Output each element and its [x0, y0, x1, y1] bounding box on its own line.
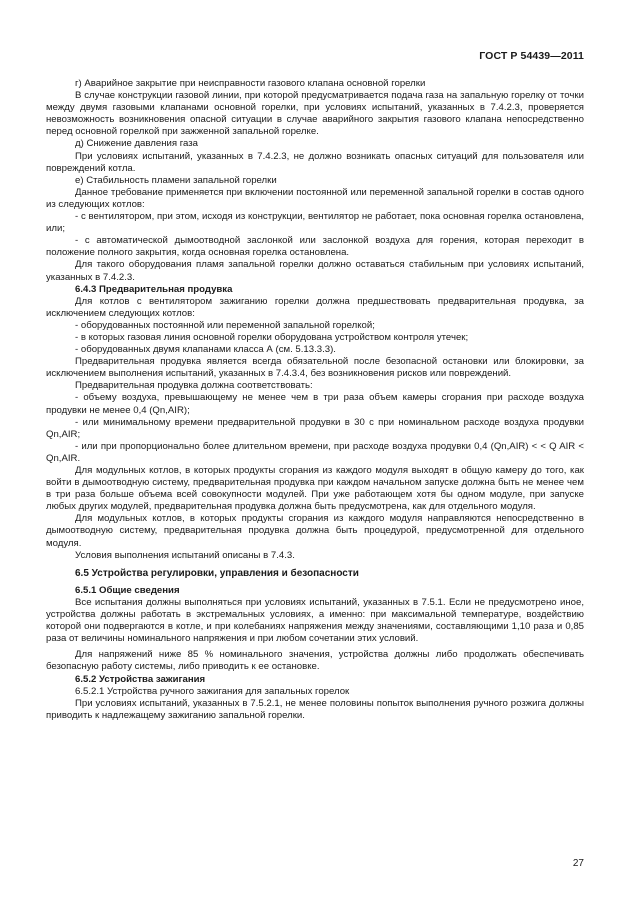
paragraph: - с автоматической дымоотводной заслонкой или заслонкой воздуха для горения, которая переходит в положение полного закрытия, когда основная горелка остановлена.	[46, 235, 584, 259]
paragraph: - объему воздуха, превышающему не менее чем в три раза объем камеры сгорания при расходе воздуха продувки не менее 0,4 (Qn,AIR);	[46, 392, 584, 416]
subsection-heading: 6.5.2 Устройства зажигания	[75, 673, 206, 685]
paragraph: Все испытания должны выполняться при условиях испытаний, указанных в 7.5.1. Если не предусмотрено иное, устройства должны работать в экстремальных условиях, а именно: при максимальной температуре, воздействию которой они подвергаются в котле, и при колебаниях напряжения между значениями, составляющими 1,10 раза и 0,85 раза от величины номинального напряжения и при любом сочетании этих условий.	[46, 596, 584, 645]
paragraph: Для напряжений ниже 85 % номинального значения, устройства должны либо продолжать обеспечивать безопасную работу системы, либо приводить к ее остановке.	[46, 649, 584, 673]
paragraph: Данное требование применяется при включении постоянной или переменной запальной горелки в состав одного из следующих котлов:	[46, 186, 584, 210]
paragraph: е) Стабильность пламени запальной горелки	[75, 174, 277, 186]
paragraph: Для модульных котлов, в которых продукты сгорания из каждого модуля выходят в общую камеру до того, как войти в дымоотводную систему, предварительная продувка при каждом начальном запуске должна быть не менее чем в три раза больше объема всей совокупности модулей. При уже работающем хотя бы одном модуле, при запуске любых других модулей, предварительная продувка должна быть предусмотрена, как для отдельного модуля.	[46, 465, 584, 513]
paragraph: г) Аварийное закрытие при неисправности газового клапана основной горелки	[75, 78, 426, 89]
subsection-heading: 6.4.3 Предварительная продувка	[75, 283, 233, 295]
document-body	[46, 78, 584, 722]
document-code: ГОСТ Р 54439—2011	[479, 50, 584, 62]
paragraph: При условиях испытаний, указанных в 7.5.2.1, не менее половины попыток выполнения ручного розжига должны приводить к надлежащему зажиганию запальной горелки.	[46, 697, 584, 721]
paragraph: В случае конструкции газовой линии, при которой предусматривается подача газа на запальную горелку от точки между двумя газовыми клапанами основной горелки, при условиях испытаний, указанных в 7.4.2.3, проверяется невозможность возникновения опасной ситуации в случае аварийного закрытия газового клапана непосредственно перед основной горелкой при зажженной запальной горелке.	[46, 90, 584, 138]
paragraph: Для модульных котлов, в которых продукты сгорания из каждого модуля направляются непосредственно в дымоотводную систему, предварительная продувка должна быть процедурой, предусмотренной для отдельного модуля.	[46, 513, 584, 549]
paragraph: - или при пропорционально более длительном времени, при расходе воздуха продувки 0,4 (Qn,AIR) < < Q AIR < Qn,AIR.	[46, 440, 584, 464]
paragraph: - оборудованных постоянной или переменной запальной горелкой;	[75, 319, 375, 331]
paragraph: - или минимальному времени предварительной продувки в 30 с при номинальном расходе воздуха продувки Qn,AIR;	[46, 416, 584, 440]
paragraph: Для котлов с вентилятором зажиганию горелки должна предшествовать предварительная продувка, за исключением следующих котлов:	[46, 295, 584, 319]
page-number: 27	[572, 858, 584, 869]
subsection-heading: 6.5.1 Общие сведения	[75, 584, 180, 596]
paragraph: - оборудованных двумя клапанами класса А (см. 5.13.3.3).	[75, 344, 336, 356]
paragraph: Предварительная продувка должна соответствовать:	[75, 380, 313, 392]
paragraph: Условия выполнения испытаний описаны в 7.4.3.	[75, 549, 295, 561]
paragraph: При условиях испытаний, указанных в 7.4.2.3, не должно возникать опасных ситуаций для пользователя или повреждений котла.	[46, 150, 584, 174]
paragraph: 6.5.2.1 Устройства ручного зажигания для запальных горелок	[75, 685, 350, 697]
paragraph: д) Снижение давления газа	[75, 138, 198, 150]
paragraph: - с вентилятором, при этом, исходя из конструкции, вентилятор не работает, пока основная горелка остановлена, или;	[46, 211, 584, 235]
section-heading: 6.5 Устройства регулировки, управления и безопасности	[75, 567, 359, 579]
paragraph: Предварительная продувка является всегда обязательной после безопасной остановки или блокировки, за исключением выполнения испытаний, указанных в 7.4.3.4, без возникновения рисков или повреждений.	[46, 356, 584, 380]
paragraph: Для такого оборудования пламя запальной горелки должно оставаться стабильным при условиях испытаний, указанных в 7.4.2.3.	[46, 259, 584, 283]
paragraph: - в которых газовая линия основной горелки оборудована устройством контроля утечек;	[75, 331, 469, 343]
